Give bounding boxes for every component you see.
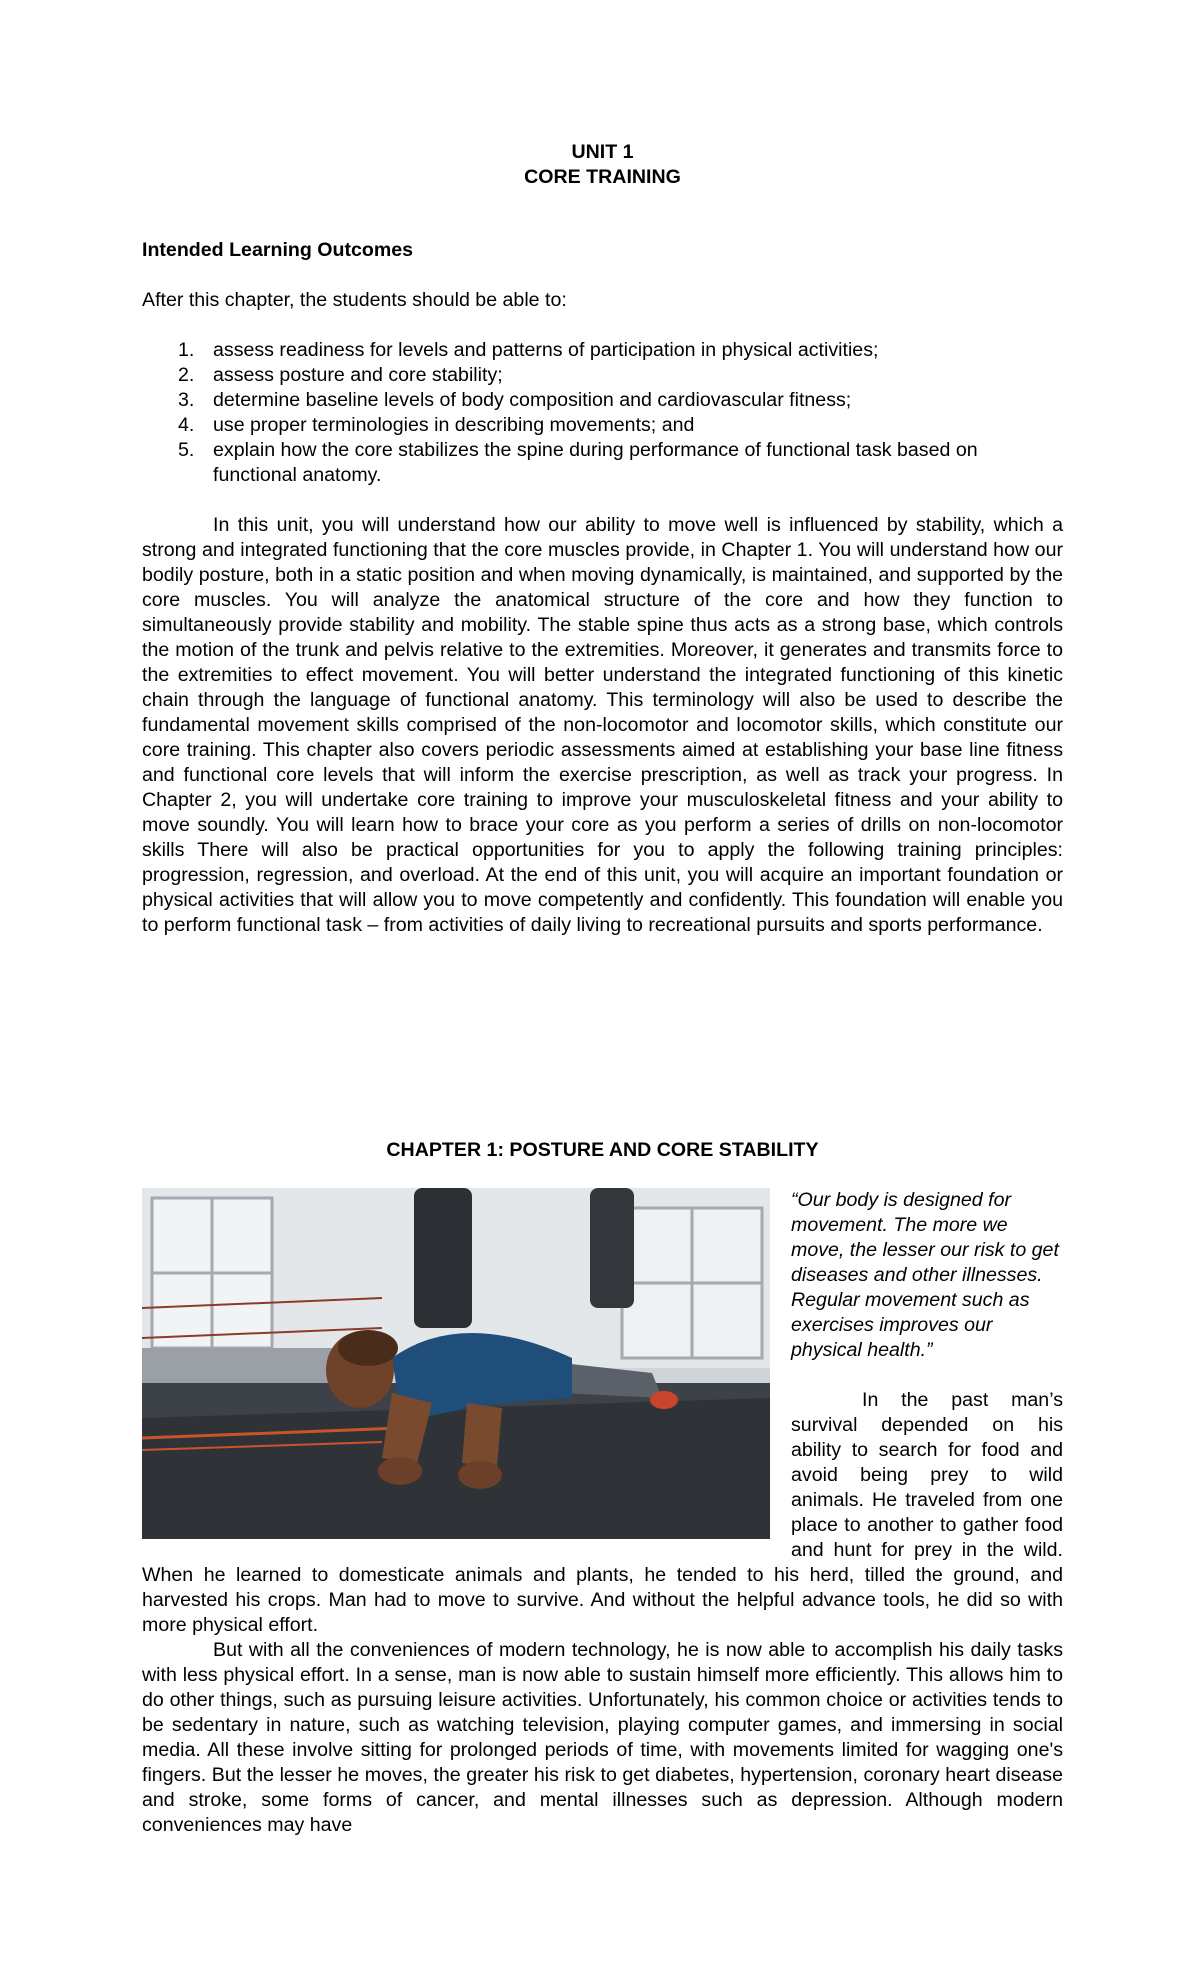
learning-outcomes-intro: After this chapter, the students should be able to: [142, 289, 567, 311]
list-item-text: determine baseline levels of body composition and cardiovascular fitness; [213, 389, 852, 411]
list-item [142, 413, 1063, 438]
list-item-number: 2. [178, 364, 195, 386]
list-item-text: assess posture and core stability; [213, 364, 503, 386]
chapter-paragraph-1: In the past man’s survival depended on his ability to search for food and avoid being prey to wild animals. He traveled from one place to another to gather food and hunt for prey in the wild. When he learned to domesticate animals and plants, he tended to his herd, tilled the ground, and harvested his crops. Man had to move to survive. And without the helpful advance tools, he did so with more physical effort. [142, 1389, 1063, 1636]
learning-outcomes-heading: Intended Learning Outcomes [142, 239, 414, 261]
list-item-text: explain how the core stabilizes the spine during performance of functional task based on functional anatomy. [213, 439, 978, 486]
chapter-quote: “Our body is designed for movement. The more we move, the lesser our risk to get diseases and other illnesses. Regular movement such as exercises improves our physical health.” [791, 1189, 1059, 1361]
unit-overview-paragraph: In this unit, you will understand how our ability to move well is influenced by stability, which a strong and integrated functioning that the core muscles provide, in Chapter 1. You will understand how our bodily posture, both in a static position and when moving dynamically, is maintained, and supported by the core muscles. You will analyze the anatomical structure of the core and how they function to simultaneously provide stability and mobility. The stable spine thus acts as a strong base, which controls the motion of the trunk and pelvis relative to the extremities. Moreover, it generates and transmits force to the extremities to effect movement. You will better understand the integrated functioning of this kinetic chain through the language of functional anatomy. This terminology will also be used to describe the fundamental movement skills comprised of the non-locomotor and locomotor skills, which constitute our core training. This chapter also covers periodic assessments aimed at establishing your base line fitness and functional core levels that will inform the exercise prescription, as well as track your progress. In Chapter 2, you will undertake core training to improve your musculoskeletal fitness and your ability to move soundly. You will learn how to brace your core as you perform a series of drills on non-locomotor skills There will also be practical opportunities for you to apply the following training principles: progression, regression, and overload. At the end of this unit, you will acquire an important foundation or physical activities that will allow you to move competently and confidently. This foundation will enable you to perform functional task – from activities of daily living to recreational pursuits and sports performance. [142, 514, 1063, 936]
list-item-text: assess readiness for levels and patterns of participation in physical activities; [213, 339, 879, 361]
learning-outcomes-list [142, 338, 1063, 488]
chapter-body [142, 1188, 1063, 1838]
list-item [142, 338, 1063, 363]
list-item-number: 4. [178, 414, 195, 436]
list-item [142, 363, 1063, 388]
unit-number: UNIT 1 [571, 141, 634, 163]
plank-exercise-photo [142, 1188, 770, 1539]
list-item-number: 1. [178, 339, 195, 361]
list-item [142, 388, 1063, 413]
list-item [142, 438, 1063, 488]
list-item-text: use proper terminologies in describing movements; and [213, 414, 695, 436]
unit-intro-section [142, 140, 1063, 938]
chapter-paragraph-2: But with all the conveniences of modern technology, he is now able to accomplish his daily tasks with less physical effort. In a sense, man is now able to sustain himself more efficiently. This allows him to do other things, such as pursuing leisure activities. Unfortunately, his common choice or activities tends to be sedentary in nature, such as watching television, playing computer games, and immersing in social media. All these involve sitting for prolonged periods of time, with movements limited for wagging one's fingers. But the lesser he moves, the greater his risk to get diabetes, hypertension, coronary heart disease and stroke, some forms of cancer, and mental illnesses such as depression. Although modern conveniences may have [142, 1639, 1063, 1836]
unit-title: CORE TRAINING [524, 166, 681, 188]
list-item-number: 5. [178, 439, 195, 461]
list-item-number: 3. [178, 389, 195, 411]
chapter-title: CHAPTER 1: POSTURE AND CORE STABILITY [386, 1139, 819, 1161]
